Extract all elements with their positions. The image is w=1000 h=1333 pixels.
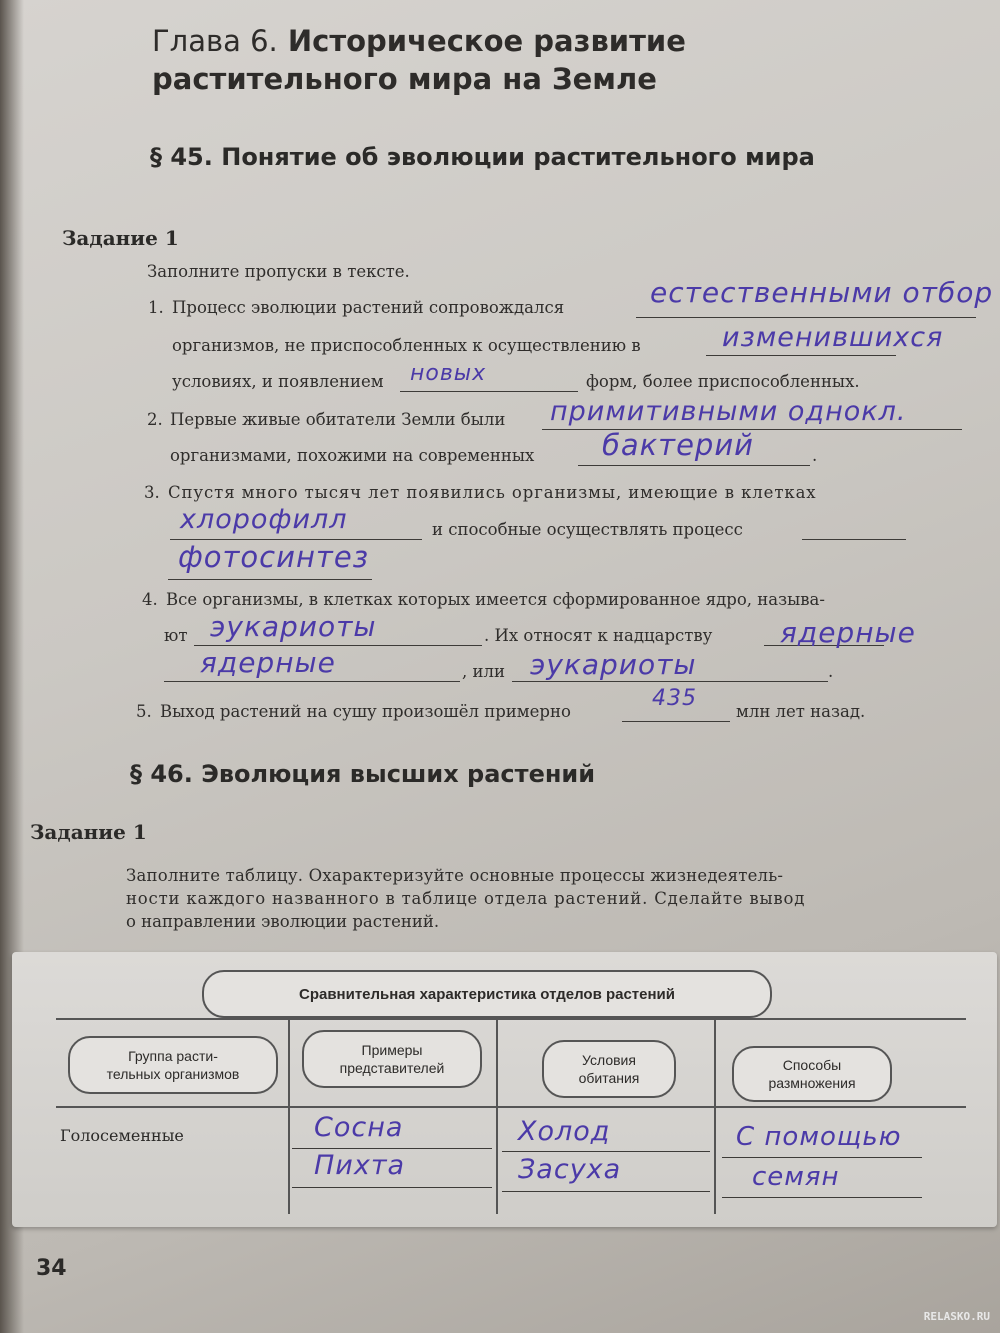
row-reproduction-2: семян [752, 1162, 840, 1192]
item-3-text-b: и способные осуществлять процесс [432, 520, 743, 539]
item-2-number: 2. [147, 410, 163, 429]
item-5-text-b: млн лет назад. [736, 702, 866, 721]
item-2-end: . [812, 446, 818, 465]
chapter-heading [152, 22, 772, 98]
item-4-number: 4. [142, 590, 158, 609]
instruction-line-3: о направлении эволюции растений. [126, 912, 440, 931]
instruction-line-1: Заполните таблицу. Охарактеризуйте основные процессы жизнедеятель- [126, 866, 784, 885]
row-reproduction-blank-1 [722, 1156, 922, 1158]
section-45-task: Задание 1 [62, 226, 179, 250]
item-3-blank-2 [802, 538, 906, 540]
item-2-answer-2: бактерий [602, 428, 755, 462]
item-5-blank-1 [622, 720, 730, 722]
item-1-blank-2 [706, 354, 896, 356]
item-4-answer-1: эукариоты [210, 610, 377, 643]
header-conditions [542, 1040, 676, 1098]
row-group-gymnosperms: Голосеменные [60, 1126, 184, 1145]
header-reproduction-line2: размножения [768, 1075, 856, 1091]
chapter-label: Глава 6. [152, 24, 278, 58]
item-4-text-c: . Их относят к надцарству [484, 626, 713, 645]
header-examples-line2: представителей [339, 1060, 445, 1076]
item-4-answer-3: ядерные [200, 646, 336, 679]
chapter-title-line2: растительного мира на Земле [152, 62, 657, 96]
item-4-answer-2: ядерные [780, 616, 916, 649]
item-4-text-b: ют [164, 626, 188, 645]
item-4-blank-3 [164, 680, 460, 682]
item-3-answer-2: фотосинтез [178, 540, 370, 574]
item-4-text-a: Все организмы, в клетках которых имеется сформированное ядро, называ- [166, 590, 825, 609]
item-3-answer-1: хлорофилл [180, 504, 348, 535]
header-group-line1: Группа расти- [128, 1048, 218, 1064]
table-header-border [56, 1106, 966, 1108]
table-divider-2 [496, 1018, 498, 1214]
row-conditions-blank-2 [502, 1190, 710, 1192]
comparison-table [12, 952, 997, 1227]
row-examples-blank-2 [292, 1186, 492, 1188]
header-reproduction [732, 1046, 892, 1102]
item-3-number: 3. [144, 483, 160, 502]
item-2-blank-2 [578, 464, 810, 466]
item-4-text-d: , или [462, 662, 505, 681]
item-1-answer-3: новых [410, 361, 487, 386]
item-4-end: . [828, 662, 834, 681]
section-46-instruction [126, 864, 902, 933]
table-title: Сравнительная характеристика отделов растений [202, 970, 772, 1018]
page-number: 34 [36, 1256, 67, 1281]
header-examples-line1: Примеры [361, 1042, 423, 1058]
item-1-number: 1. [148, 298, 164, 317]
row-reproduction-1: С помощью [736, 1122, 902, 1152]
table-top-border [56, 1018, 966, 1020]
item-1-text-c: условиях, и появлением [172, 372, 384, 391]
item-1-text-a: Процесс эволюции растений сопровождался [172, 298, 565, 317]
table-divider-3 [714, 1018, 716, 1214]
section-46-title: § 46. Эволюция высших растений [130, 760, 596, 788]
header-group-line2: тельных организмов [106, 1066, 240, 1082]
chapter-title-line1: Историческое развитие [287, 24, 686, 58]
item-4-answer-4: эукариоты [530, 648, 697, 681]
item-3-blank-3 [168, 578, 372, 580]
item-2-answer-1: примитивными однокл. [550, 396, 907, 427]
row-examples-1: Сосна [314, 1112, 404, 1143]
row-conditions-2: Засуха [518, 1154, 622, 1185]
header-reproduction-line1: Способы [782, 1057, 842, 1073]
item-2-text-a: Первые живые обитатели Земли были [170, 410, 506, 429]
item-1-blank-1 [636, 316, 976, 318]
row-examples-2: Пихта [314, 1150, 406, 1181]
item-5-answer-1: 435 [652, 686, 697, 711]
table-divider-1 [288, 1018, 290, 1214]
row-conditions-1: Холод [518, 1116, 611, 1147]
item-1-blank-3 [400, 390, 578, 392]
header-conditions-line2: обитания [578, 1070, 640, 1086]
item-1-text-b: организмов, не приспособленных к осуществлению в [172, 336, 641, 355]
site-watermark: RELASKO.RU [923, 1310, 990, 1323]
header-group [68, 1036, 278, 1094]
row-conditions-blank-1 [502, 1150, 710, 1152]
item-5-text-a: Выход растений на сушу произошёл примерно [160, 702, 571, 721]
item-2-text-b: организмами, похожими на современных [170, 446, 535, 465]
item-1-text-d: форм, более приспособленных. [586, 372, 860, 391]
item-3-text-a: Спустя много тысяч лет появились организмы, имеющие в клетках [168, 483, 817, 502]
instruction-line-2: ности каждого названного в таблице отдела растений. Сделайте вывод [126, 889, 806, 908]
header-examples [302, 1030, 482, 1088]
section-45-title: § 45. Понятие об эволюции растительного мира [150, 143, 815, 171]
section-45-instruction: Заполните пропуски в тексте. [147, 262, 410, 281]
row-reproduction-blank-2 [722, 1196, 922, 1198]
item-1-answer-2: изменившихся [722, 322, 944, 353]
item-1-answer-1: естественными отбор [650, 276, 994, 309]
header-conditions-line1: Условия [582, 1052, 636, 1068]
row-examples-blank-1 [292, 1147, 492, 1149]
item-5-number: 5. [136, 702, 152, 721]
section-46-task: Задание 1 [30, 820, 147, 844]
